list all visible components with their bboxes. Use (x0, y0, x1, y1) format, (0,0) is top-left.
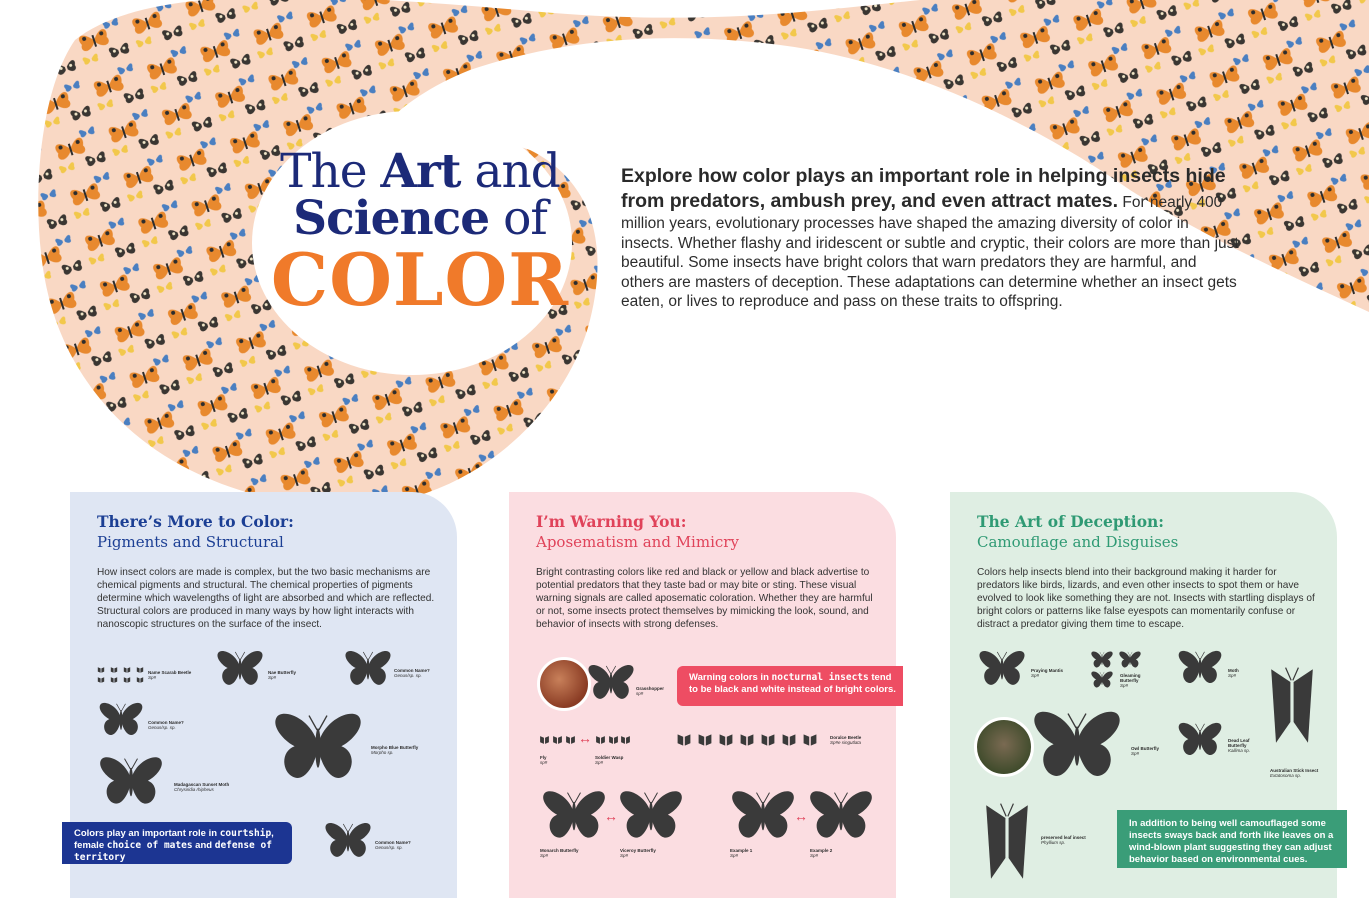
scarab-beetle-icon (122, 676, 132, 684)
mimicry-arrow-icon: ↔ (578, 730, 592, 746)
panel1-subheading: Pigments and Structural (97, 533, 284, 551)
butterfly-icon (807, 790, 875, 842)
scarab-beetle-icon (96, 666, 106, 674)
panel3-heading: The Art of Deception: (977, 512, 1165, 531)
label-monarch: Monarch Butterfly Sp# (540, 848, 579, 858)
leaf-insect-icon (976, 802, 1038, 882)
scarab-beetle-icon (109, 676, 119, 684)
intro-lead: Explore how color plays an important role in helping insects hide from predators, ambush prey, and even attract mates. (621, 165, 1226, 212)
stick-insect-icon (1268, 656, 1316, 756)
label-common-name: Common Name? Genus/sp. sp. (394, 668, 430, 678)
label-morpho: Morpho Blue Butterfly Morpho sp. (371, 745, 419, 755)
nocturnal-callout: Warning colors in nocturnal insects tend to be black and white instead of bright colors. (677, 666, 903, 706)
fly-icon (552, 733, 563, 747)
praying-mantis-icon (976, 650, 1028, 688)
panel1-heading: There’s More to Color: (97, 512, 294, 531)
scarab-beetle-icon (135, 676, 145, 684)
panel3-body: Colors help insects blend into their background making it harder for predators like birds, lizards, and even other insects to spot them or have evolved to look like something they are not. Insects with startling displays of bright colors or patterns like false eyespots can momentarily confuse or distract a predator giving them time to escape. (977, 567, 1315, 630)
butterfly-icon (1090, 651, 1114, 669)
viceroy-butterfly-icon (617, 790, 685, 842)
butterfly-icon (323, 822, 373, 860)
mimicry-arrow-icon: ↔ (604, 808, 618, 824)
title-art: Art (380, 144, 461, 199)
panel2-heading: I’m Warning You: (536, 512, 687, 531)
butterfly-icon (96, 702, 146, 738)
intro-paragraph (621, 164, 1241, 312)
label-praying-mantis: Praying Mantis Sp# (1031, 668, 1064, 678)
butterfly-icon (343, 650, 393, 688)
grasshopper-icon (586, 664, 636, 702)
scarab-beetle-icon (96, 676, 106, 684)
beetle-icon (718, 728, 734, 752)
label-nae-butterfly: Nae Butterfly Sp# (268, 670, 297, 680)
label-example-2: Example 2 Sp# (810, 848, 833, 858)
scarab-beetle-icon (122, 666, 132, 674)
panel2-subheading: Aposematism and Mimicry (536, 533, 739, 551)
panel1-body: How insect colors are made is complex, but the two basic mechanisms are chemical pigments and structural. The chemical properties of pigments determine which wavelengths of light are absorbed and which are reflected. Structural colors are produced in many ways by how light interacts with nanoscopic structures on the surface of the insect. (97, 567, 435, 630)
moth-icon (1175, 650, 1225, 686)
label-fly: Fly sp# (540, 755, 548, 765)
title-the: The (280, 144, 381, 199)
grasshopper-photo (537, 657, 591, 711)
beetle-icon (697, 728, 713, 752)
label-moth: Moth Sp# (1228, 668, 1239, 678)
courtship-callout: Colors play an important role in courtship, female choice of mates and defense of territory (62, 822, 292, 864)
mimicry-arrow-icon: ↔ (794, 808, 808, 824)
label-soldier-wasp: Soldier Wasp Sp# (595, 755, 624, 765)
beetle-icon (760, 728, 776, 752)
butterfly-icon (1118, 651, 1142, 669)
sunset-moth-icon (96, 756, 166, 808)
butterfly-icon (215, 650, 265, 688)
label-example-1: Example 1 Sp# (730, 848, 753, 858)
monarch-butterfly-icon (540, 790, 608, 842)
intro-body: For nearly 400 million years, evolutionary processes have shaped the amazing diversity of color in insects. Whether flashy and iridescent or subtle and cryptic, their colors are more than just beautiful. Some insects have bright colors that warn predators they are harmful, and others are masters of deception. These adaptations can determine whether an insect gets eaten, or lives to reproduce and pass on these traits to offspring. (621, 194, 1239, 310)
title-color: COLOR (270, 237, 570, 322)
owl-photo (974, 717, 1034, 777)
title-and: and (460, 144, 560, 199)
label-leaf-insect: preserved leaf insect Phyllium sp. (1041, 835, 1086, 845)
label-scarab: Name Scarab Beetle Sp# (148, 670, 192, 680)
label-common-name: Common Name? Genus/sp. sp. (148, 720, 184, 730)
beetle-icon (802, 728, 818, 752)
panel2-body: Bright contrasting colors like red and black or yellow and black advertise to potential predators that they taste bad or may bite or sting. These visual warning signals are called aposematic coloration. Whether they are harmful or not, some insects protect themselves by mimicking the look, sound, and behavior of insects with strong defenses. (536, 567, 873, 630)
panel3-subheading: Camouflage and Disguises (977, 533, 1179, 551)
wasp-icon (608, 733, 619, 747)
label-dead-leaf: Dead Leaf Butterfly Kallima sp. (1228, 738, 1251, 753)
title-of: of (489, 191, 547, 246)
fly-icon (539, 733, 550, 747)
label-common-name: Common Name? Genus/sp. sp. (375, 840, 411, 850)
scarab-beetle-icon (135, 666, 145, 674)
label-stick-insect: Australian Stick Insect Extatosoma sp. (1270, 768, 1319, 778)
beetle-icon (781, 728, 797, 752)
wasp-icon (595, 733, 606, 747)
beetle-icon (676, 728, 692, 752)
label-gleaming-butterfly: Gleaming Butterfly Sp# (1120, 673, 1141, 688)
camouflage-callout: In addition to being well camouflaged some insects sways back and forth like leaves on a wind-blown plant suggesting they can adjust behavior based on environmental cues. (1117, 810, 1347, 868)
beetle-icon (739, 728, 755, 752)
fly-icon (565, 733, 576, 747)
label-doralce-beetle: Doralce Beetle Sp#e singutlata (830, 735, 862, 745)
label-owl-butterfly: Owl Butterfly Sp# (1131, 746, 1160, 756)
scarab-beetle-icon (109, 666, 119, 674)
butterfly-icon (1090, 671, 1114, 689)
dead-leaf-butterfly-icon (1175, 722, 1225, 758)
title-science: Science (293, 191, 490, 246)
page-title (270, 144, 570, 322)
wasp-icon (620, 733, 631, 747)
label-grasshopper: Grasshopper sp# (636, 686, 665, 696)
label-sunset-moth: Madagascan Sunset Moth Chrysiridia rhipheus (174, 782, 230, 792)
morpho-butterfly-icon (268, 712, 368, 784)
butterfly-icon (729, 790, 797, 842)
label-viceroy: Viceroy Butterfly Sp# (620, 848, 656, 858)
owl-butterfly-icon (1027, 710, 1127, 782)
